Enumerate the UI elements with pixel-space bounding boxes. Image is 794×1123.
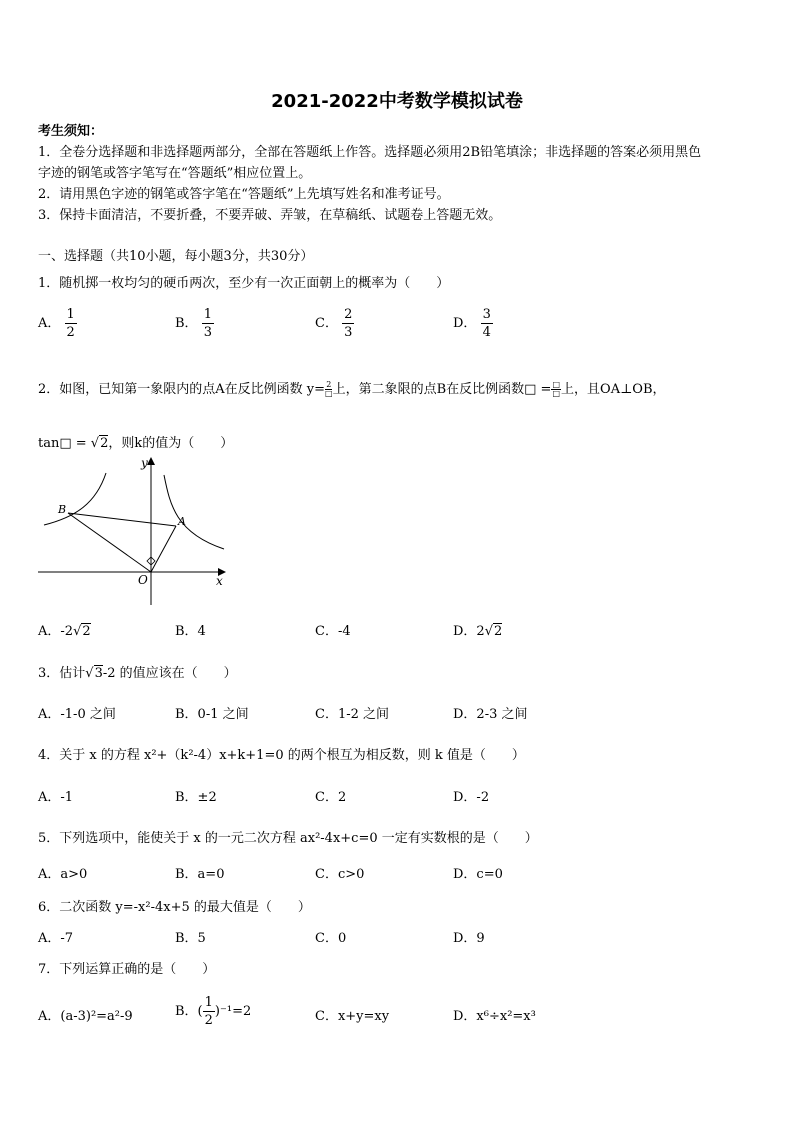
q2-frac-num: 2 xyxy=(326,380,332,389)
q3-sqrt-radicand: 3 xyxy=(94,666,103,681)
q2-frac2-num: □ xyxy=(552,380,561,389)
q4-option-b[interactable]: B．±2 xyxy=(175,790,217,805)
q2-sqrt-radicand: 2 xyxy=(100,436,109,451)
q2-stem-fraction-2 xyxy=(551,381,561,398)
q1-option-b[interactable] xyxy=(175,308,214,339)
q2-tan-text: tan□ = xyxy=(38,436,87,451)
q5-option-a[interactable]: A．a>0 xyxy=(38,867,88,882)
q7-stem: 7．下列运算正确的是（ ） xyxy=(38,962,216,977)
q7-b-prefix: B．( xyxy=(175,1004,203,1019)
q1-b-label: B． xyxy=(175,316,198,331)
q5-stem: 5．下列选项中，能使关于 x 的一元二次方程 ax²-4x+c=0 一定有实数根的是（ ） xyxy=(38,831,538,846)
q2-sqrt-sign: √ xyxy=(90,436,100,451)
q1-option-c[interactable] xyxy=(315,308,354,339)
q3-stem xyxy=(38,662,237,681)
q2-frac-den: □ xyxy=(325,389,333,398)
q1-c-label: C． xyxy=(315,316,338,331)
q4-stem: 4．关于 x 的方程 x²+（k²-4）x+k+1=0 的两个根互为相反数，则 k 值是（ ） xyxy=(38,748,525,763)
q3-stem-a: 3．估计 xyxy=(38,666,86,681)
q1-a-fraction xyxy=(65,308,77,339)
q1-d-fraction xyxy=(481,308,493,339)
q1-c-num: 2 xyxy=(344,307,353,322)
q2-a-radicand: 2 xyxy=(82,624,91,639)
q5-option-c[interactable]: C．c>0 xyxy=(315,867,365,882)
label-b: B xyxy=(58,503,67,516)
exam-title: 2021-2022中考数学模拟试卷 xyxy=(271,91,523,112)
q2-d-radicand: 2 xyxy=(494,624,503,639)
y-axis-arrow xyxy=(147,457,155,465)
q3-option-c[interactable]: C．1-2 之间 xyxy=(315,707,390,722)
q2-option-c[interactable]: C．-4 xyxy=(315,624,351,639)
q2-frac2-den: □ xyxy=(552,389,561,398)
q1-stem: 1．随机掷一枚均匀的硬币两次，至少有一次正面朝上的概率为（ ） xyxy=(38,276,450,291)
q6-option-a[interactable]: A．-7 xyxy=(38,931,74,946)
q2-d-text: D．2 xyxy=(453,624,485,639)
q5-option-b[interactable]: B．a=0 xyxy=(175,867,225,882)
section-heading: 一、选择题（共10小题，每小题3分，共30分） xyxy=(38,249,314,264)
q6-stem: 6．二次函数 y=-x²-4x+5 的最大值是（ ） xyxy=(38,900,311,915)
q2-a-text: A．-2 xyxy=(38,624,74,639)
q1-c-den: 3 xyxy=(344,325,353,340)
q2-stem-part-a: 2．如图，已知第一象限内的点A在反比例函数 y= xyxy=(38,382,326,397)
notice-line-2: 2．请用黑色字迹的钢笔或答字笔在“答题纸”上先填写姓名和准考证号。 xyxy=(38,187,450,202)
label-y: y xyxy=(141,456,148,470)
q3-option-d[interactable]: D．2-3 之间 xyxy=(453,707,528,722)
label-a: A xyxy=(178,515,186,528)
label-x: x xyxy=(216,574,223,588)
q7-option-a[interactable]: A．(a-3)²=a²-9 xyxy=(38,1009,133,1024)
segment-oa xyxy=(151,526,176,572)
q2-option-d[interactable] xyxy=(453,620,502,639)
q1-b-num: 1 xyxy=(203,307,212,322)
notice-line-1b: 字迹的钢笔或答字笔写在“答题纸”相应位置上。 xyxy=(38,166,312,181)
q2-option-a[interactable] xyxy=(38,620,91,639)
q2-stem-part-b: 上，第二象限的点B在反比例函数□ = xyxy=(332,382,552,397)
curve-second-quadrant xyxy=(44,473,106,525)
q1-a-label: A． xyxy=(38,316,61,331)
q1-b-den: 3 xyxy=(203,325,212,340)
label-origin: O xyxy=(138,573,148,587)
notice-line-1: 1．全卷分选择题和非选择题两部分，全部在答题纸上作答。选择题必须用2B铅笔填涂；非选择题的答案必须用黑色 xyxy=(38,145,702,160)
q1-d-den: 4 xyxy=(482,325,491,340)
q2-a-sqrt-sign: √ xyxy=(73,624,82,639)
q7-option-c[interactable]: C．x+y=xy xyxy=(315,1009,390,1024)
curve-first-quadrant xyxy=(164,475,224,549)
q4-option-d[interactable]: D．-2 xyxy=(453,790,490,805)
q3-sqrt-sign: √ xyxy=(85,666,94,681)
notice-line-3: 3．保持卡面清洁，不要折叠，不要弄破、弄皱，在草稿纸、试题卷上答题无效。 xyxy=(38,208,502,223)
q1-a-den: 2 xyxy=(66,325,75,340)
q3-option-b[interactable]: B．0-1 之间 xyxy=(175,707,249,722)
q4-option-c[interactable]: C．2 xyxy=(315,790,347,805)
q4-option-a[interactable]: A．-1 xyxy=(38,790,74,805)
q7-b-num: 1 xyxy=(204,995,213,1010)
q1-option-a[interactable] xyxy=(38,308,77,339)
q2-stem-part-c: 上，且OA⊥OB， xyxy=(561,382,666,397)
notice-heading: 考生须知： xyxy=(38,124,104,139)
q1-d-num: 3 xyxy=(482,307,491,322)
q3-stem-b: -2 的值应该在（ ） xyxy=(102,666,237,681)
q1-b-fraction xyxy=(202,308,214,339)
q6-option-c[interactable]: C．0 xyxy=(315,931,347,946)
q7-option-b[interactable] xyxy=(175,996,251,1027)
q6-option-b[interactable]: B．5 xyxy=(175,931,206,946)
q2-d-sqrt-sign: √ xyxy=(484,624,493,639)
q5-option-d[interactable]: D．c=0 xyxy=(453,867,503,882)
q2-figure xyxy=(36,455,232,610)
q2-stem xyxy=(38,378,666,398)
q7-b-suffix: )⁻¹=2 xyxy=(214,1004,252,1019)
q7-option-d[interactable]: D．x⁶÷x²=x³ xyxy=(453,1009,536,1024)
q6-option-d[interactable]: D．9 xyxy=(453,931,485,946)
q7-b-fraction xyxy=(203,996,215,1027)
q2-stem-tail: ，则k的值为（ ） xyxy=(108,436,234,451)
q1-d-label: D． xyxy=(453,316,477,331)
q7-b-den: 2 xyxy=(204,1013,213,1028)
q3-option-a[interactable]: A．-1-0 之间 xyxy=(38,707,116,722)
q1-option-d[interactable] xyxy=(453,308,493,339)
q2-stem-fraction xyxy=(325,381,333,398)
q2-stem-line-2 xyxy=(38,432,233,451)
q1-a-num: 1 xyxy=(66,307,75,322)
q2-option-b[interactable]: B．4 xyxy=(175,624,206,639)
q1-c-fraction xyxy=(342,308,354,339)
